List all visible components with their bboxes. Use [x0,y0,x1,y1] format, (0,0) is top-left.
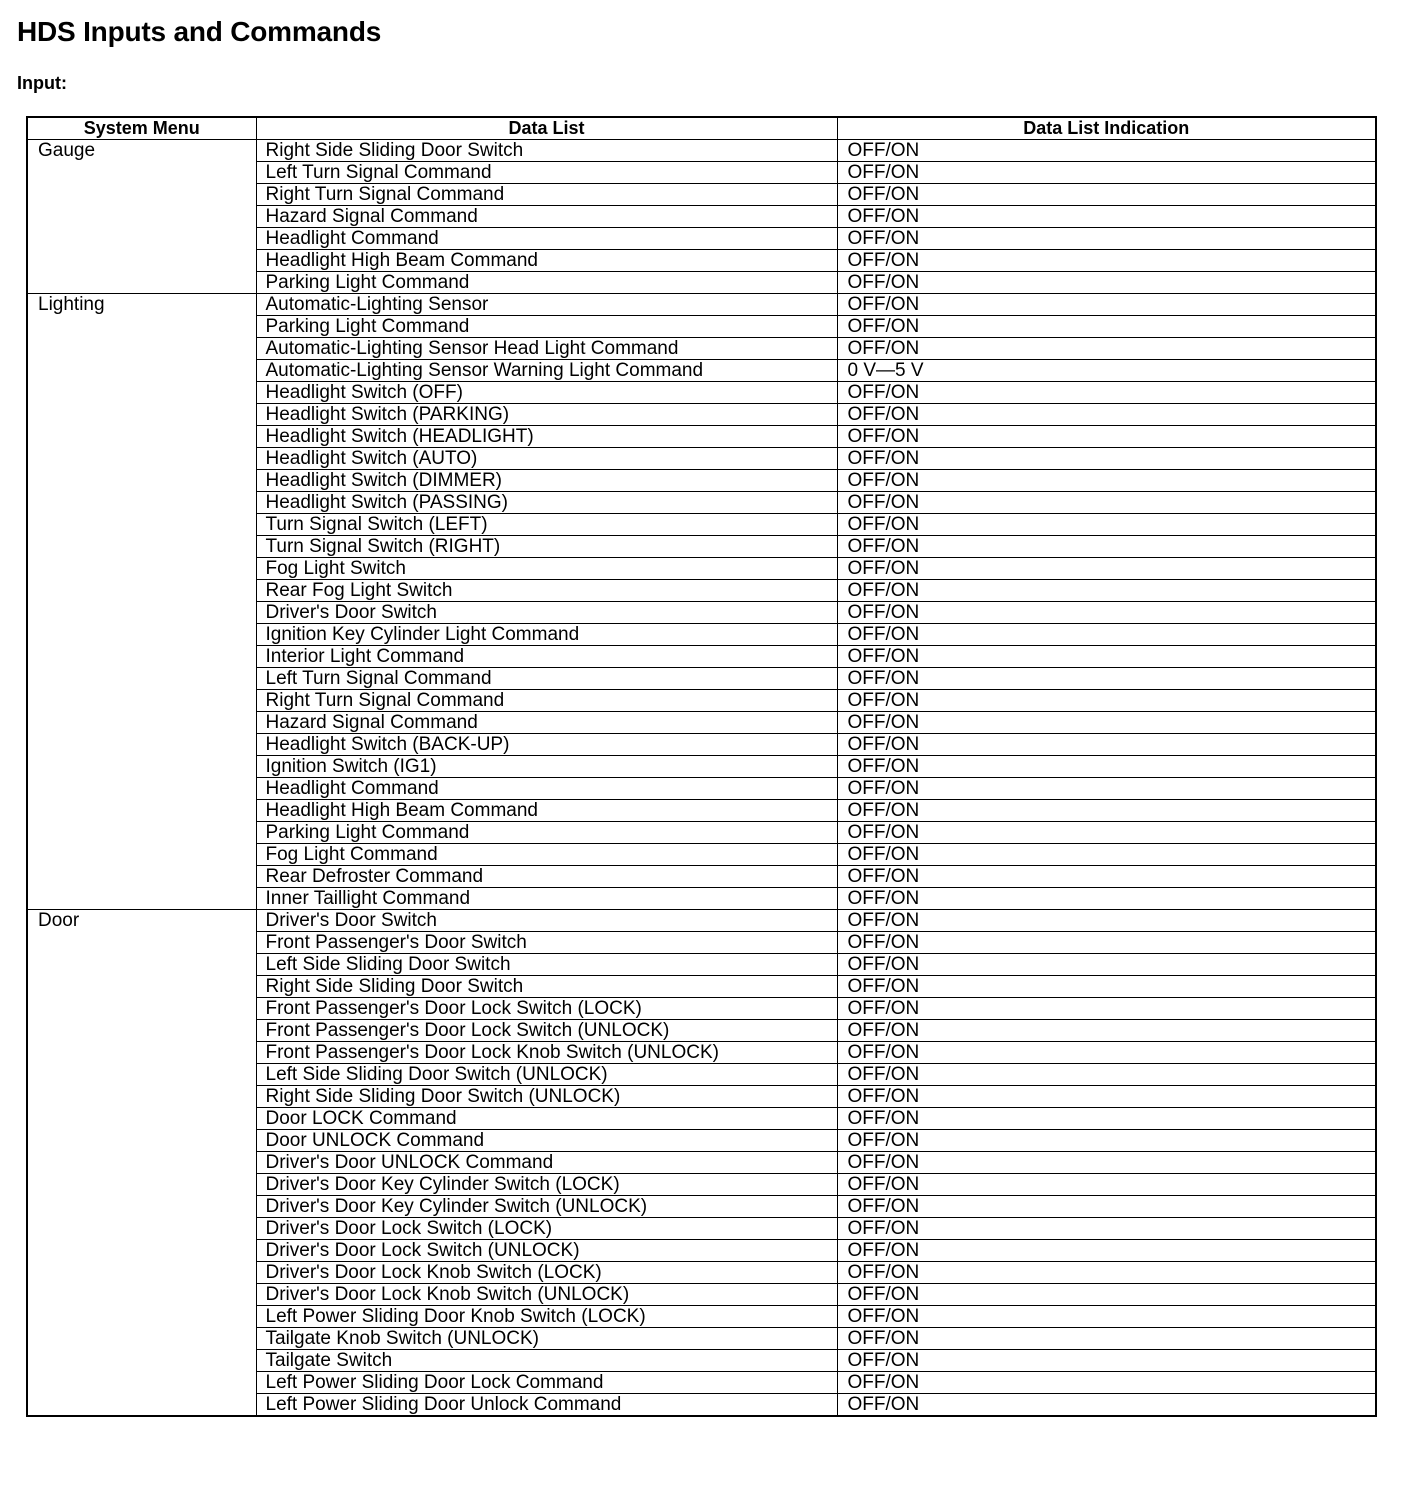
table-row [27,294,1376,316]
data-list-indication-cell: OFF/ON [837,206,1376,228]
data-list-cell: Automatic-Lighting Sensor Warning Light Command [256,360,837,382]
data-list-indication-cell: OFF/ON [837,558,1376,580]
data-list-cell: Driver's Door Switch [256,910,837,932]
data-list-indication-cell: OFF/ON [837,140,1376,162]
data-list-cell: Inner Taillight Command [256,888,837,910]
table-row [27,140,1376,162]
table-body [27,140,1376,1417]
data-list-indication-cell: OFF/ON [837,1306,1376,1328]
header-row [27,117,1376,140]
data-list-cell: Left Turn Signal Command [256,162,837,184]
data-list-cell: Driver's Door Lock Switch (LOCK) [256,1218,837,1240]
data-list-indication-cell: OFF/ON [837,250,1376,272]
data-list-cell: Ignition Key Cylinder Light Command [256,624,837,646]
data-list-indication-cell: OFF/ON [837,514,1376,536]
data-list-indication-cell: OFF/ON [837,756,1376,778]
data-list-cell: Front Passenger's Door Lock Knob Switch (UNLOCK) [256,1042,837,1064]
data-list-cell: Rear Defroster Command [256,866,837,888]
data-list-cell: Right Side Sliding Door Switch [256,140,837,162]
data-list-indication-cell: OFF/ON [837,932,1376,954]
data-list-indication-cell: OFF/ON [837,184,1376,206]
data-list-cell: Right Turn Signal Command [256,184,837,206]
data-list-indication-cell: OFF/ON [837,228,1376,250]
data-list-cell: Left Power Sliding Door Lock Command [256,1372,837,1394]
header-system-menu: System Menu [27,117,256,140]
data-list-cell: Headlight Switch (HEADLIGHT) [256,426,837,448]
data-list-indication-cell: OFF/ON [837,1130,1376,1152]
data-list-cell: Rear Fog Light Switch [256,580,837,602]
data-list-indication-cell: OFF/ON [837,470,1376,492]
data-list-cell: Headlight Switch (PASSING) [256,492,837,514]
data-list-cell: Left Side Sliding Door Switch [256,954,837,976]
data-list-cell: Left Power Sliding Door Knob Switch (LOCK) [256,1306,837,1328]
data-list-indication-cell: OFF/ON [837,162,1376,184]
data-list-indication-cell: OFF/ON [837,1262,1376,1284]
page-title: HDS Inputs and Commands [17,16,382,47]
data-list-cell: Headlight Switch (DIMMER) [256,470,837,492]
data-list-cell: Headlight High Beam Command [256,800,837,822]
data-list-indication-cell: OFF/ON [837,294,1376,316]
data-list-cell: Headlight Command [256,778,837,800]
data-list-cell: Headlight Switch (PARKING) [256,404,837,426]
data-list-indication-cell: OFF/ON [837,536,1376,558]
data-list-indication-cell: OFF/ON [837,624,1376,646]
data-list-cell: Hazard Signal Command [256,206,837,228]
data-list-indication-cell: OFF/ON [837,1020,1376,1042]
data-list-indication-cell: OFF/ON [837,1240,1376,1262]
data-list-indication-cell: OFF/ON [837,1372,1376,1394]
data-list-indication-cell: OFF/ON [837,1086,1376,1108]
data-list-cell: Turn Signal Switch (RIGHT) [256,536,837,558]
data-list-cell: Front Passenger's Door Switch [256,932,837,954]
data-list-cell: Headlight Command [256,228,837,250]
data-list-cell: Driver's Door Lock Knob Switch (LOCK) [256,1262,837,1284]
data-list-indication-cell: OFF/ON [837,338,1376,360]
data-list-indication-cell: OFF/ON [837,316,1376,338]
data-list-cell: Tailgate Knob Switch (UNLOCK) [256,1328,837,1350]
data-list-cell: Driver's Door UNLOCK Command [256,1152,837,1174]
data-list-indication-cell: OFF/ON [837,1042,1376,1064]
system-menu-cell: Lighting [27,294,256,910]
data-list-indication-cell: OFF/ON [837,690,1376,712]
data-list-indication-cell: OFF/ON [837,712,1376,734]
inputs-commands-table [26,116,1377,1417]
data-list-indication-cell: OFF/ON [837,1328,1376,1350]
data-list-indication-cell: OFF/ON [837,1394,1376,1417]
data-list-cell: Driver's Door Key Cylinder Switch (LOCK) [256,1174,837,1196]
data-list-indication-cell: OFF/ON [837,778,1376,800]
data-list-cell: Fog Light Switch [256,558,837,580]
data-list-indication-cell: OFF/ON [837,844,1376,866]
system-menu-cell: Door [27,910,256,1417]
data-list-indication-cell: OFF/ON [837,448,1376,470]
data-list-indication-cell: OFF/ON [837,492,1376,514]
data-list-indication-cell: OFF/ON [837,668,1376,690]
data-list-indication-cell: 0 V—5 V [837,360,1376,382]
data-list-cell: Left Power Sliding Door Unlock Command [256,1394,837,1417]
data-list-cell: Headlight Switch (OFF) [256,382,837,404]
data-list-indication-cell: OFF/ON [837,734,1376,756]
data-list-indication-cell: OFF/ON [837,1284,1376,1306]
data-list-indication-cell: OFF/ON [837,580,1376,602]
data-list-cell: Headlight Switch (AUTO) [256,448,837,470]
data-list-indication-cell: OFF/ON [837,272,1376,294]
data-list-cell: Parking Light Command [256,822,837,844]
data-list-cell: Door UNLOCK Command [256,1130,837,1152]
data-list-cell: Front Passenger's Door Lock Switch (UNLOCK) [256,1020,837,1042]
data-list-indication-cell: OFF/ON [837,866,1376,888]
data-list-cell: Driver's Door Switch [256,602,837,624]
data-list-indication-cell: OFF/ON [837,910,1376,932]
data-list-indication-cell: OFF/ON [837,1350,1376,1372]
data-list-indication-cell: OFF/ON [837,646,1376,668]
data-list-indication-cell: OFF/ON [837,800,1376,822]
table-header [27,117,1376,140]
data-list-indication-cell: OFF/ON [837,888,1376,910]
data-list-indication-cell: OFF/ON [837,1108,1376,1130]
data-list-cell: Parking Light Command [256,316,837,338]
data-list-cell: Hazard Signal Command [256,712,837,734]
data-list-indication-cell: OFF/ON [837,404,1376,426]
data-list-cell: Left Turn Signal Command [256,668,837,690]
data-list-cell: Front Passenger's Door Lock Switch (LOCK) [256,998,837,1020]
data-list-cell: Tailgate Switch [256,1350,837,1372]
data-list-cell: Right Turn Signal Command [256,690,837,712]
data-list-cell: Automatic-Lighting Sensor Head Light Command [256,338,837,360]
data-list-indication-cell: OFF/ON [837,1196,1376,1218]
data-list-cell: Driver's Door Lock Knob Switch (UNLOCK) [256,1284,837,1306]
data-list-indication-cell: OFF/ON [837,998,1376,1020]
data-list-indication-cell: OFF/ON [837,1152,1376,1174]
data-list-cell: Door LOCK Command [256,1108,837,1130]
data-list-cell: Driver's Door Lock Switch (UNLOCK) [256,1240,837,1262]
data-list-indication-cell: OFF/ON [837,1174,1376,1196]
data-list-cell: Interior Light Command [256,646,837,668]
data-list-cell: Automatic-Lighting Sensor [256,294,837,316]
data-list-indication-cell: OFF/ON [837,382,1376,404]
header-data-list-indication: Data List Indication [837,117,1376,140]
data-list-indication-cell: OFF/ON [837,1218,1376,1240]
section-label: Input: [17,73,67,93]
data-list-cell: Right Side Sliding Door Switch (UNLOCK) [256,1086,837,1108]
data-list-indication-cell: OFF/ON [837,1064,1376,1086]
data-list-indication-cell: OFF/ON [837,602,1376,624]
data-list-cell: Driver's Door Key Cylinder Switch (UNLOCK) [256,1196,837,1218]
data-list-cell: Parking Light Command [256,272,837,294]
data-list-cell: Headlight High Beam Command [256,250,837,272]
data-list-cell: Right Side Sliding Door Switch [256,976,837,998]
table-row [27,910,1376,932]
data-list-indication-cell: OFF/ON [837,954,1376,976]
data-list-indication-cell: OFF/ON [837,426,1376,448]
data-list-cell: Fog Light Command [256,844,837,866]
data-list-cell: Turn Signal Switch (LEFT) [256,514,837,536]
header-data-list: Data List [256,117,837,140]
data-list-cell: Ignition Switch (IG1) [256,756,837,778]
data-list-cell: Left Side Sliding Door Switch (UNLOCK) [256,1064,837,1086]
data-list-indication-cell: OFF/ON [837,976,1376,998]
data-list-cell: Headlight Switch (BACK-UP) [256,734,837,756]
data-list-indication-cell: OFF/ON [837,822,1376,844]
system-menu-cell: Gauge [27,140,256,294]
